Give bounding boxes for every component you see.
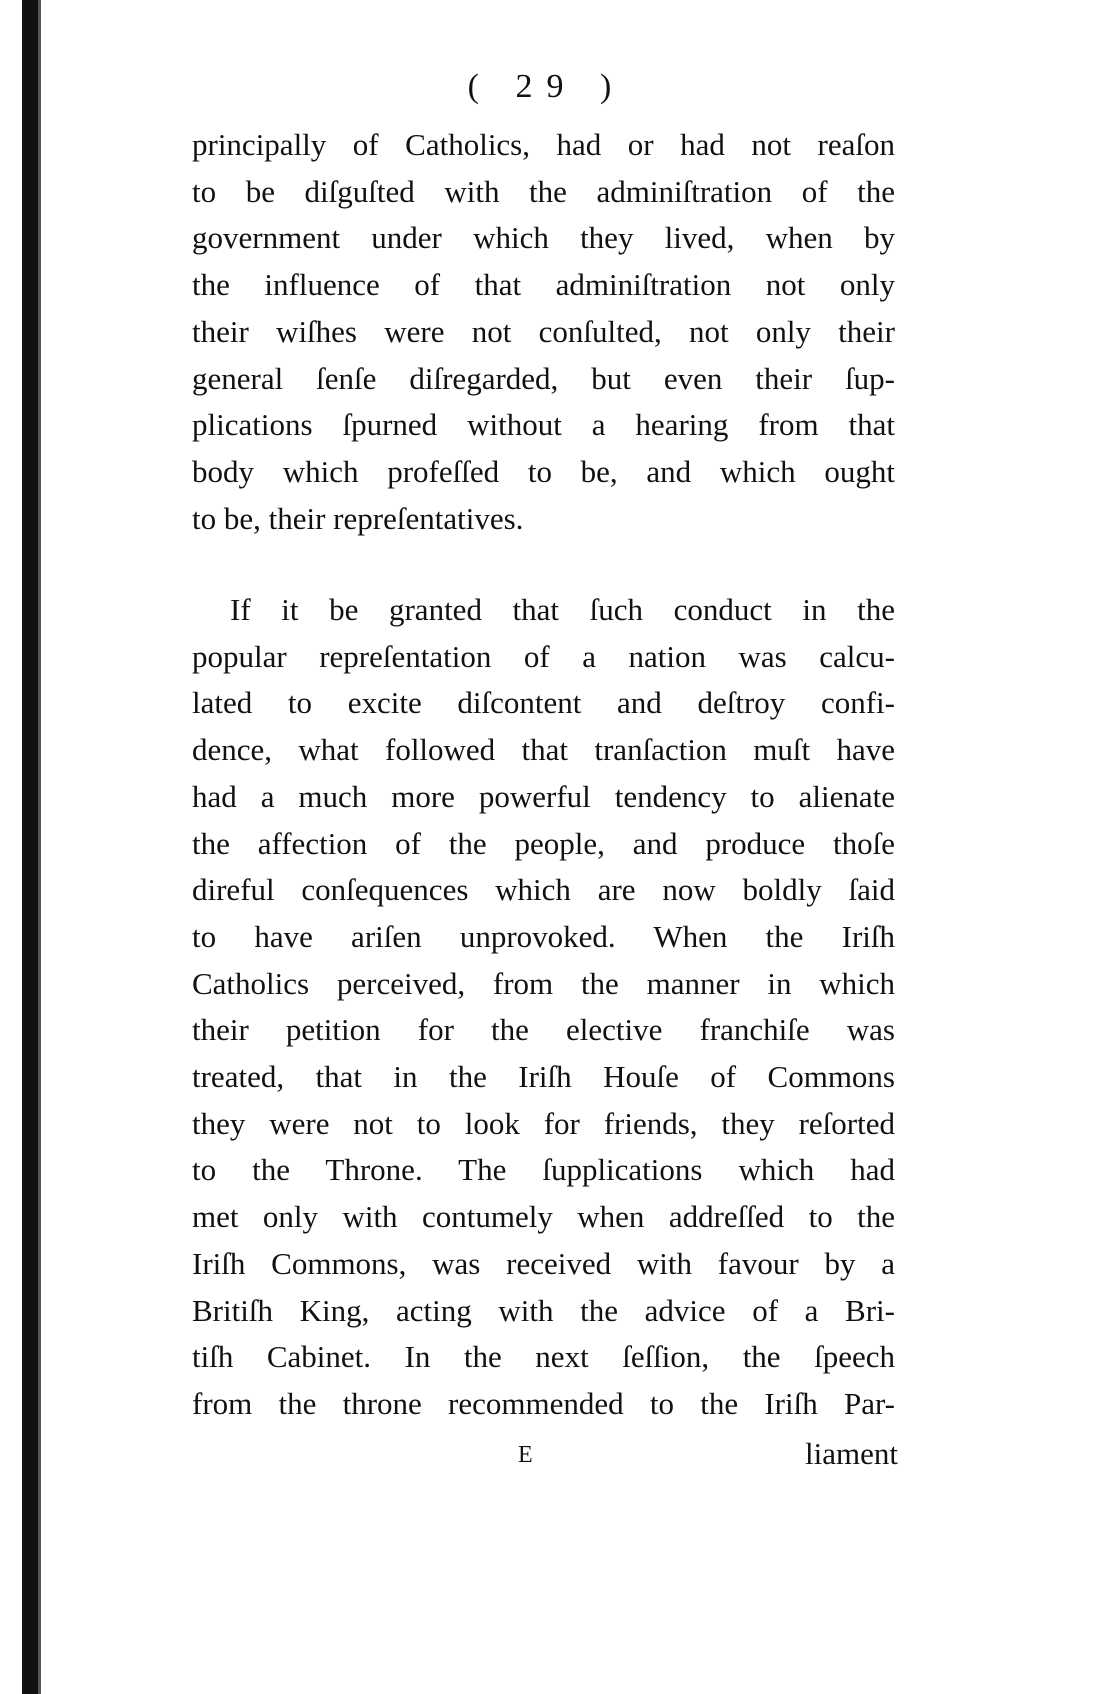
text-line: government under which they lived, when by bbox=[192, 220, 895, 256]
text-line: body which profeſſed to be, and which ought bbox=[192, 453, 895, 489]
text-line: Britiſh King, acting with the advice of a Bri- bbox=[192, 1292, 895, 1328]
text-line: from the throne recommended to the Iriſh Par- bbox=[192, 1385, 895, 1421]
text-line: their wiſhes were not conſulted, not only their bbox=[192, 313, 895, 349]
text-line: Iriſh Commons, was received with favour by a bbox=[192, 1245, 895, 1281]
book-spine-edge bbox=[38, 0, 41, 1694]
text-line: the affection of the people, and produce thoſe bbox=[192, 825, 895, 861]
text-line: to the Throne. The ſupplications which had bbox=[192, 1152, 895, 1188]
text-line: the influence of that adminiſtration not only bbox=[192, 267, 895, 303]
text-line: lated to excite diſcontent and deſtroy confi- bbox=[192, 685, 895, 721]
book-spine-shadow bbox=[22, 0, 38, 1694]
text-line: to be, their repreſentatives. bbox=[192, 500, 524, 536]
text-line: Catholics perceived, from the manner in which bbox=[192, 965, 895, 1001]
text-line: general ſenſe diſregarded, but even their ſup- bbox=[192, 360, 895, 396]
text-line: their petition for the elective franchiſe was bbox=[192, 1012, 895, 1048]
text-line: dence, what followed that tranſaction muſt have bbox=[192, 732, 895, 768]
text-line: tiſh Cabinet. In the next ſeſſion, the ſpeech bbox=[192, 1339, 895, 1375]
catchword: liament bbox=[805, 1436, 898, 1471]
text-line: plications ſpurned without a hearing from that bbox=[192, 407, 895, 443]
text-line: If it be granted that ſuch conduct in the bbox=[230, 592, 895, 627]
text-line: they were not to look for friends, they reſorted bbox=[192, 1105, 895, 1141]
signature-mark: E bbox=[518, 1442, 533, 1468]
text-line: popular repreſentation of a nation was calcu- bbox=[192, 638, 895, 674]
text-line: had a much more powerful tendency to alienate bbox=[192, 778, 895, 814]
text-line: to have ariſen unprovoked. When the Iriſh bbox=[192, 918, 895, 954]
text-line: principally of Catholics, had or had not reaſon bbox=[192, 127, 895, 162]
text-line: direful conſequences which are now boldly ſaid bbox=[192, 872, 895, 908]
text-line: treated, that in the Iriſh Houſe of Commons bbox=[192, 1059, 895, 1094]
page-number: ( 29 ) bbox=[467, 68, 626, 105]
text-line: met only with contumely when addreſſed to the bbox=[192, 1199, 895, 1235]
text-line: to be diſguſted with the adminiſtration of the bbox=[192, 173, 895, 209]
